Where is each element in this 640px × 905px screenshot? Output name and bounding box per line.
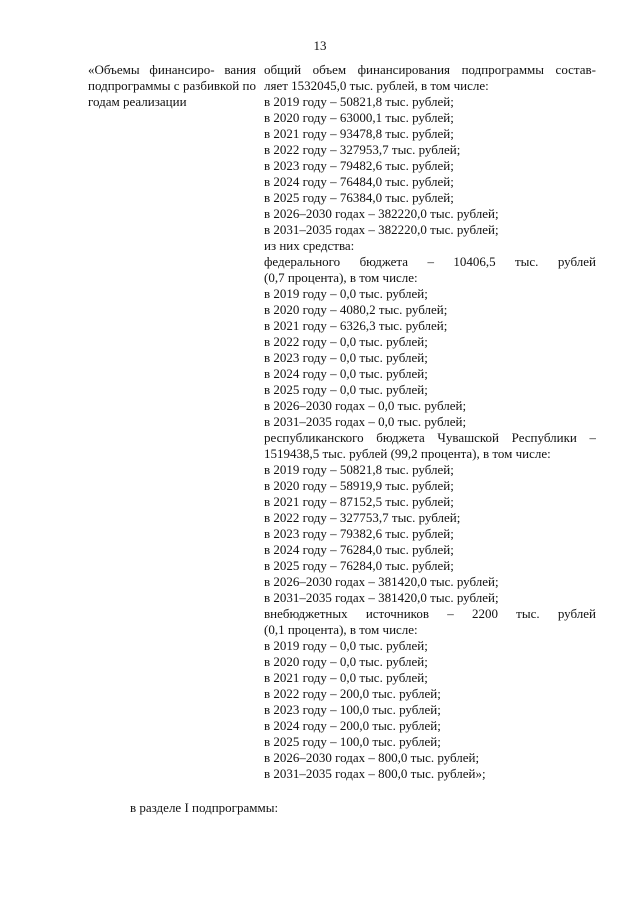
funding-line: в 2026–2030 годах – 800,0 тыс. рублей; [264,750,480,765]
table-left-label: «Объемы финансиро- вания подпрограммы с разбивкой по годам реализации [88,62,256,109]
funding-line: в 2023 году – 100,0 тыс. рублей; [264,702,441,717]
funding-line: из них средства: [264,238,355,253]
funding-line: общий объем финансирования подпрограммы состав- [264,62,596,77]
funding-line: в 2020 году – 58919,9 тыс. рублей; [264,478,454,493]
funding-line: внебюджетных источников – 2200 тыс. рублей [264,606,596,621]
funding-line: в 2031–2035 годах – 0,0 тыс. рублей; [264,414,467,429]
funding-line: в 2026–2030 годах – 0,0 тыс. рублей; [264,398,467,413]
funding-line: в 2023 году – 0,0 тыс. рублей; [264,350,428,365]
funding-line: в 2022 году – 327753,7 тыс. рублей; [264,510,461,525]
table-right-content [264,62,596,782]
funding-line: в 2019 году – 50821,8 тыс. рублей; [264,94,454,109]
funding-line: в 2020 году – 4080,2 тыс. рублей; [264,302,448,317]
funding-line: (0,7 процента), в том числе: [264,270,418,285]
funding-line: в 2024 году – 200,0 тыс. рублей; [264,718,441,733]
funding-line: в 2026–2030 годах – 381420,0 тыс. рублей; [264,574,499,589]
funding-line: в 2031–2035 годах – 800,0 тыс. рублей»; [264,766,486,781]
funding-line: в 2022 году – 0,0 тыс. рублей; [264,334,428,349]
funding-line: в 2021 году – 93478,8 тыс. рублей; [264,126,454,141]
funding-line: в 2022 году – 200,0 тыс. рублей; [264,686,441,701]
funding-line: в 2020 году – 63000,1 тыс. рублей; [264,110,454,125]
funding-line: (0,1 процента), в том числе: [264,622,418,637]
funding-line: в 2025 году – 76284,0 тыс. рублей; [264,558,454,573]
funding-line: в 2026–2030 годах – 382220,0 тыс. рублей; [264,206,499,221]
funding-line: в 2024 году – 76284,0 тыс. рублей; [264,542,454,557]
funding-line: в 2025 году – 0,0 тыс. рублей; [264,382,428,397]
funding-line: ляет 1532045,0 тыс. рублей, в том числе: [264,78,489,93]
funding-line: в 2021 году – 6326,3 тыс. рублей; [264,318,448,333]
funding-line: федерального бюджета – 10406,5 тыс. рублей [264,254,596,269]
section-intro-text: в разделе I подпрограммы: [130,800,279,815]
funding-line: в 2023 году – 79482,6 тыс. рублей; [264,158,454,173]
funding-line: в 2023 году – 79382,6 тыс. рублей; [264,526,454,541]
funding-line: в 2024 году – 76484,0 тыс. рублей; [264,174,454,189]
funding-line: в 2019 году – 0,0 тыс. рублей; [264,286,428,301]
funding-line: в 2024 году – 0,0 тыс. рублей; [264,366,428,381]
funding-line: в 2031–2035 годах – 382220,0 тыс. рублей; [264,222,499,237]
funding-line: в 2019 году – 0,0 тыс. рублей; [264,638,428,653]
funding-line: республиканского бюджета Чувашской Республики – [264,430,596,445]
funding-line: в 2025 году – 76384,0 тыс. рублей; [264,190,454,205]
funding-line: в 2031–2035 годах – 381420,0 тыс. рублей; [264,590,499,605]
funding-line: в 2019 году – 50821,8 тыс. рублей; [264,462,454,477]
funding-line: в 2022 году – 327953,7 тыс. рублей; [264,142,461,157]
funding-line: в 2021 году – 0,0 тыс. рублей; [264,670,428,685]
funding-line: в 2020 году – 0,0 тыс. рублей; [264,654,428,669]
funding-line: в 2025 году – 100,0 тыс. рублей; [264,734,441,749]
funding-line: 1519438,5 тыс. рублей (99,2 процента), в том числе: [264,446,551,461]
funding-line: в 2021 году – 87152,5 тыс. рублей; [264,494,454,509]
page-number: 13 [313,38,327,53]
